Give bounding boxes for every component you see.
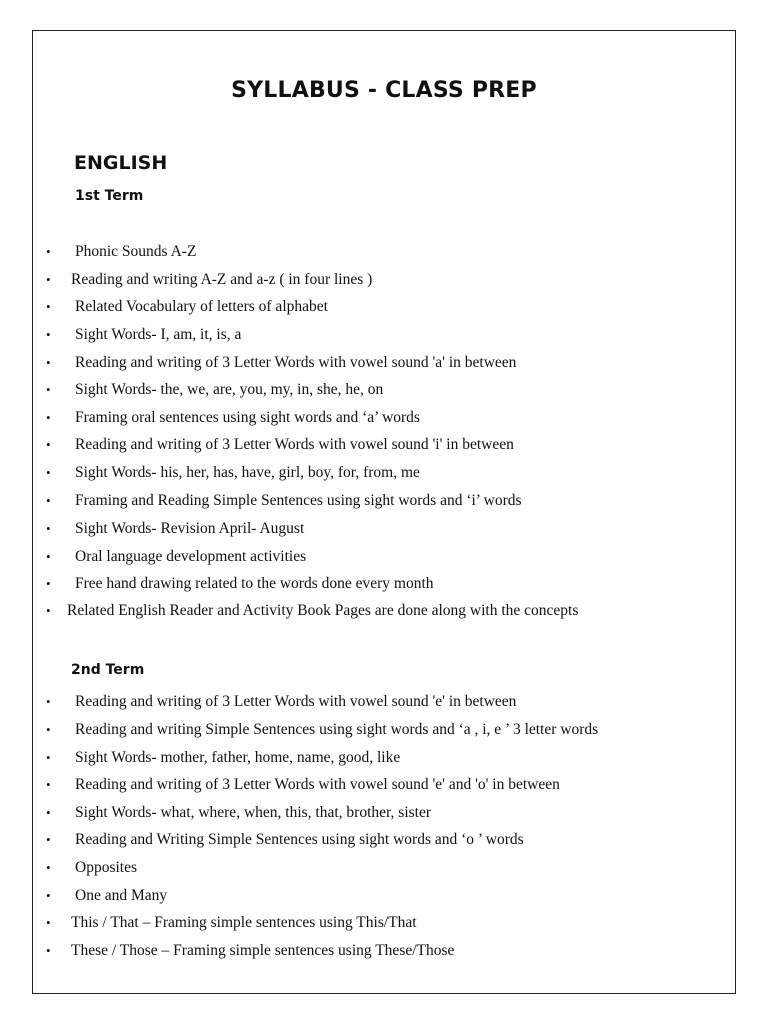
page-title: SYLLABUS - CLASS PREP <box>231 78 537 103</box>
term-heading-1: 1st Term <box>75 188 144 204</box>
term-heading-2: 2nd Term <box>71 662 145 678</box>
subject-heading: ENGLISH <box>74 152 168 174</box>
